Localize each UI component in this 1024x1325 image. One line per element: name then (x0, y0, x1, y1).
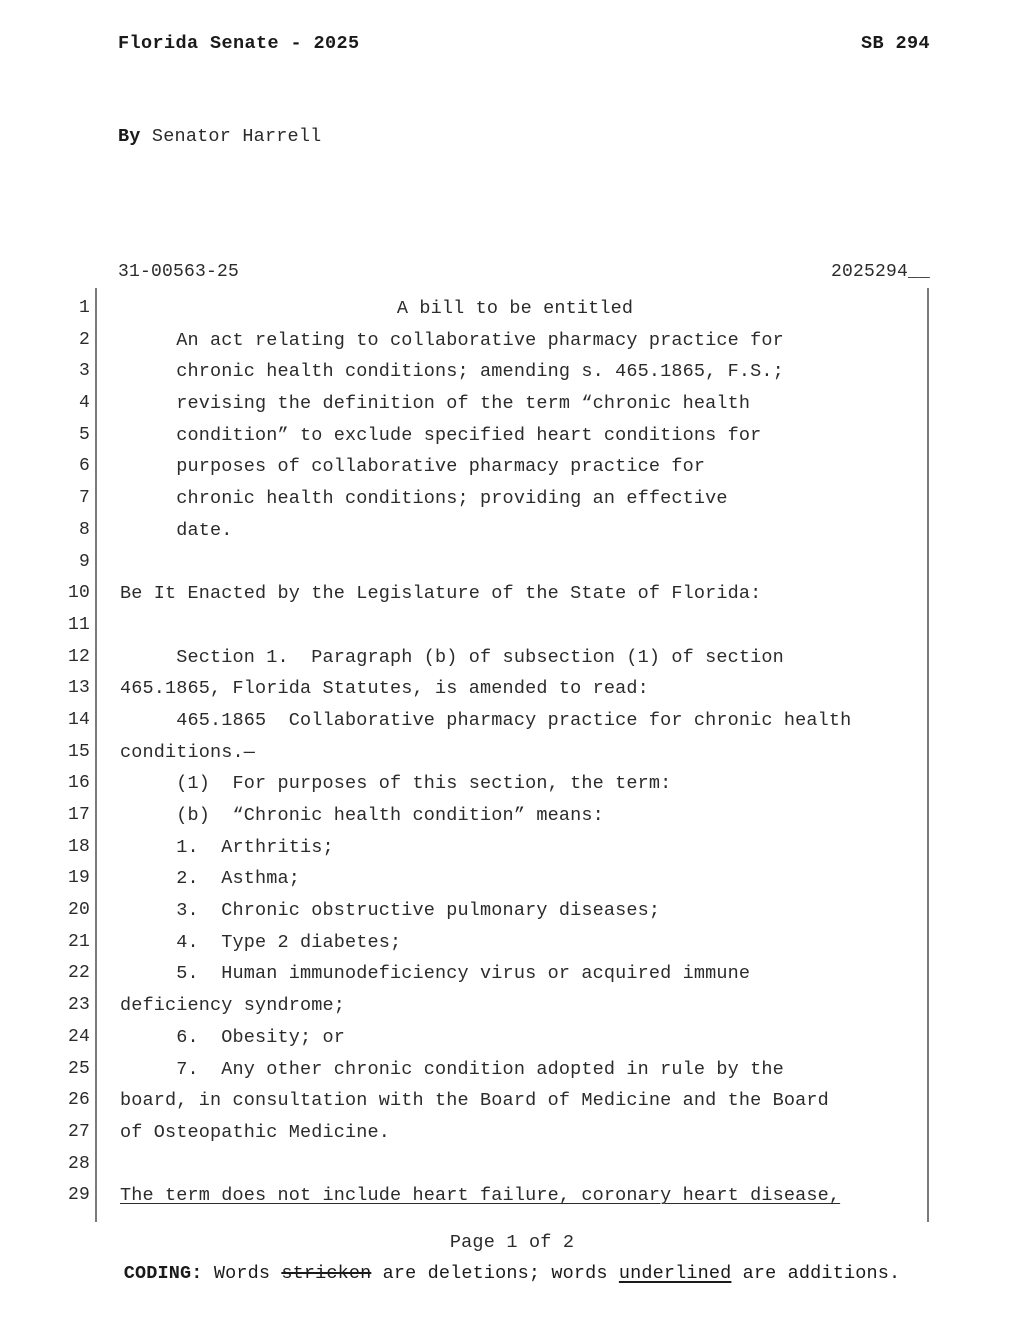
bill-line (0, 483, 1024, 515)
bill-line-text: (b) “Chronic health condition” means: (120, 805, 604, 826)
coding-label: CODING: (123, 1263, 203, 1284)
bill-line-text: 465.1865 Collaborative pharmacy practice for chronic health (120, 709, 852, 731)
bill-line-text: An act relating to collaborative pharmacy practice for (120, 329, 784, 351)
line-number: 15 (67, 741, 90, 762)
bill-line-text: 3. Chronic obstructive pulmonary diseases; (120, 900, 661, 922)
bill-line (0, 832, 1024, 864)
line-number: 12 (67, 646, 90, 667)
bill-line-text: purposes of collaborative pharmacy practice for (120, 456, 706, 478)
bill-line-text: (1) For purposes of this section, the term: (120, 773, 672, 795)
bill-line (0, 800, 1024, 832)
bill-line (0, 990, 1024, 1022)
line-number: 21 (67, 931, 90, 952)
bill-line (0, 388, 1024, 420)
page-indicator: Page 1 of 2 (449, 1232, 575, 1253)
bill-line (0, 927, 1024, 959)
line-number: 16 (67, 773, 90, 794)
bill-line (0, 1180, 1024, 1212)
sponsor-name: Senator Harrell (151, 126, 322, 147)
line-number: 19 (67, 868, 90, 889)
line-number: 13 (67, 678, 90, 699)
chamber-year-label: Florida Senate - 2025 (118, 33, 360, 54)
bill-line-text: revising the definition of the term “chronic health (120, 393, 751, 415)
line-number: 11 (67, 614, 90, 635)
bill-line-text: deficiency syndrome; (120, 995, 346, 1017)
bill-line (0, 451, 1024, 483)
bill-line (0, 547, 1024, 579)
line-number: 5 (78, 424, 90, 445)
line-number: 1 (78, 298, 90, 318)
bill-text-body (0, 293, 1024, 1212)
bill-line (0, 1149, 1024, 1181)
sponsor-line (118, 126, 321, 147)
coding-text-3: are additions. (731, 1263, 901, 1284)
bill-line-text: 7. Any other chronic condition adopted in rule by the (120, 1058, 784, 1080)
page-footer (0, 1232, 1024, 1284)
line-number: 8 (78, 519, 90, 540)
bill-line (0, 673, 1024, 705)
bill-line-text: board, in consultation with the Board of Medicine and the Board (120, 1090, 829, 1112)
coding-underlined-sample: underlined (618, 1263, 732, 1284)
bill-line (0, 515, 1024, 547)
line-number: 3 (78, 361, 90, 382)
bill-line (0, 356, 1024, 388)
bill-number-label: SB 294 (860, 33, 930, 54)
bill-line (0, 737, 1024, 769)
coding-text-1: Words (202, 1263, 282, 1284)
line-number: 25 (67, 1058, 90, 1079)
bill-line (0, 958, 1024, 990)
line-number: 24 (67, 1026, 90, 1047)
bill-line-text: 4. Type 2 diabetes; (120, 931, 402, 953)
bill-line (0, 1085, 1024, 1117)
line-number: 22 (67, 963, 90, 984)
bill-line (0, 642, 1024, 674)
bill-line-text: 2. Asthma; (120, 868, 301, 890)
line-number: 29 (67, 1185, 90, 1206)
bill-line-text: date. (120, 519, 233, 541)
line-number: 26 (67, 1090, 90, 1111)
bill-line (0, 293, 1024, 325)
line-number: 14 (67, 709, 90, 730)
bill-line (0, 325, 1024, 357)
bill-line-text: chronic health conditions; amending s. 465.1865, F.S.; (120, 361, 784, 383)
bill-line-text: A bill to be entitled (396, 298, 634, 319)
bill-line-text: 5. Human immunodeficiency virus or acquired immune (120, 963, 751, 985)
bill-line (0, 610, 1024, 642)
line-number: 27 (67, 1121, 90, 1142)
line-number: 20 (67, 900, 90, 921)
line-number: 17 (67, 805, 90, 825)
bill-line (0, 1022, 1024, 1054)
bill-line-text: chronic health conditions; providing an effective (120, 488, 728, 510)
coding-stricken-sample: stricken (281, 1263, 372, 1284)
coding-text-2: are deletions; words (371, 1263, 619, 1284)
line-number: 28 (67, 1153, 90, 1174)
bill-line-text: Be It Enacted by the Legislature of the State of Florida: (120, 583, 762, 605)
line-number: 23 (67, 995, 90, 1016)
bill-line-text: 6. Obesity; or (120, 1026, 346, 1048)
by-label: By (118, 126, 141, 147)
bill-line-text: condition” to exclude specified heart conditions for (120, 424, 762, 446)
line-number: 6 (78, 456, 90, 477)
bill-line-text: Section 1. Paragraph (b) of subsection (1) of section (120, 646, 784, 668)
bill-line (0, 1117, 1024, 1149)
line-number: 4 (78, 393, 90, 414)
bill-line (0, 1054, 1024, 1086)
bill-line-text-addition: The term does not include heart failure, coronary heart disease, (120, 1185, 841, 1207)
line-number: 18 (67, 836, 90, 857)
line-number: 9 (78, 551, 90, 572)
bill-line (0, 705, 1024, 737)
bill-line (0, 420, 1024, 452)
bill-line (0, 768, 1024, 800)
line-number: 2 (78, 329, 90, 350)
line-number: 10 (67, 583, 90, 604)
document-header (118, 33, 930, 54)
bill-line (0, 578, 1024, 610)
bill-line-text: of Osteopathic Medicine. (120, 1121, 391, 1143)
coding-legend (0, 1263, 1024, 1284)
bill-line (0, 895, 1024, 927)
draft-number: 31-00563-25 (118, 262, 240, 282)
bill-line (0, 863, 1024, 895)
bill-line-text: 465.1865, Florida Statutes, is amended to read: (120, 678, 649, 700)
filing-number: 2025294__ (830, 262, 930, 282)
bill-line-text: 1. Arthritis; (120, 836, 334, 858)
line-number: 7 (78, 488, 90, 509)
draft-number-row (118, 262, 930, 282)
bill-line-text: conditions.— (120, 741, 256, 763)
